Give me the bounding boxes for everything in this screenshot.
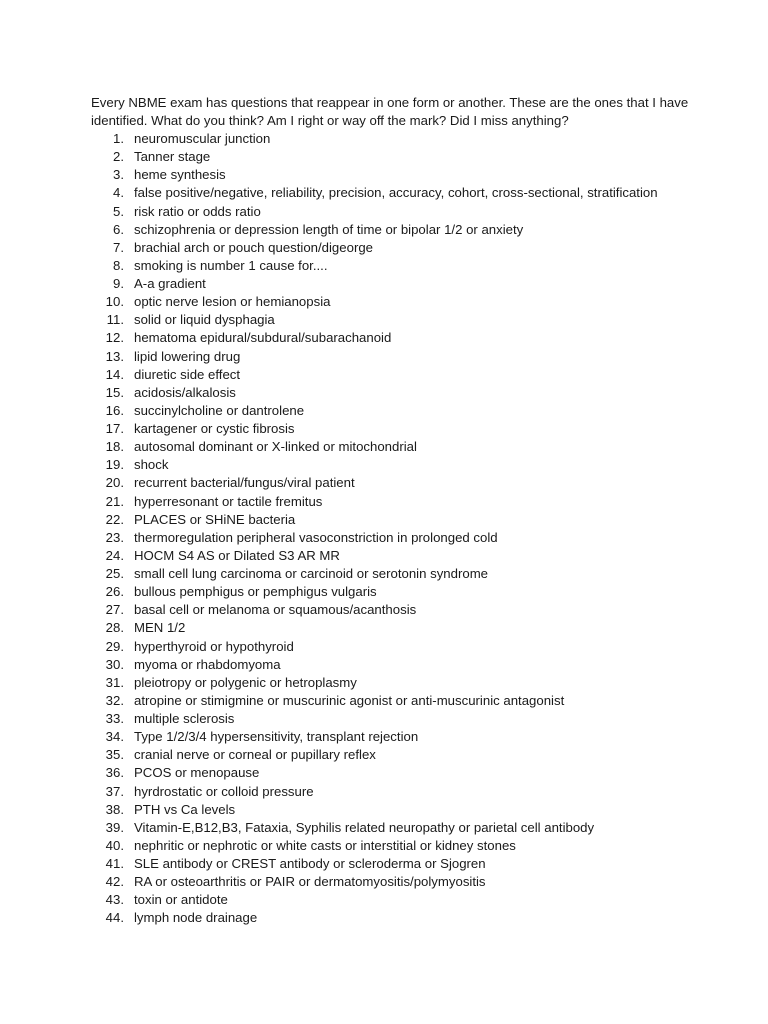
list-item-number: 3. (113, 167, 124, 183)
list-item (91, 456, 731, 474)
list-item (91, 221, 731, 239)
list-item-text: autosomal dominant or X-linked or mitochondrial (134, 439, 417, 455)
list-item (91, 275, 731, 293)
list-item-number: 31. (105, 674, 124, 690)
list-item-number: 32. (105, 692, 124, 708)
list-item-text: basal cell or melanoma or squamous/acanthosis (134, 602, 417, 618)
list-item-text: hyperthyroid or hypothyroid (134, 638, 294, 654)
list-item-number: 41. (105, 856, 124, 871)
list-item (91, 420, 731, 438)
list-item-number: 6. (113, 221, 124, 237)
list-item (91, 293, 731, 311)
list-item (91, 674, 731, 692)
list-item-number: 15. (105, 384, 124, 400)
list-item-number: 1. (113, 131, 124, 146)
list-item-number: 27. (105, 602, 124, 618)
list-item-text: myoma or rhabdomyoma (134, 656, 281, 672)
list-item-text: cranial nerve or corneal or pupillary reflex (134, 747, 376, 763)
list-item (91, 402, 731, 420)
list-item-number: 36. (105, 765, 124, 781)
list-item-number: 16. (105, 402, 124, 418)
list-item-number: 43. (105, 892, 124, 908)
list-item-text: hematoma epidural/subdural/subarachanoid (134, 330, 392, 346)
list-item-text: A-a gradient (134, 276, 206, 291)
intro-paragraph: Every NBME exam has questions that reappear in one form or another. These are the ones that I have identified. What do you think? Am I right or way off the mark? Did I miss anything? (91, 95, 689, 129)
list-item-text: PLACES or SHiNE bacteria (134, 511, 296, 527)
list-item-number: 14. (105, 366, 124, 382)
list-item-text: Tanner stage (134, 149, 211, 165)
list-item-text: heme synthesis (134, 167, 226, 183)
list-item (91, 728, 731, 746)
list-item-text: small cell lung carcinoma or carcinoid or serotonin syndrome (134, 566, 489, 581)
list-item-text: multiple sclerosis (134, 711, 235, 726)
list-item-number: 22. (105, 511, 124, 527)
list-item-text: shock (134, 457, 169, 473)
list-item-number: 12. (105, 330, 124, 346)
list-item-number: 21. (105, 493, 124, 509)
list-item-text: brachial arch or pouch question/digeorge (134, 239, 373, 255)
list-item-text: SLE antibody or CREST antibody or scleroderma or Sjogren (134, 856, 486, 871)
list-item (91, 801, 731, 819)
list-item-text: diuretic side effect (134, 366, 241, 382)
list-item-text: lymph node drainage (134, 910, 258, 926)
list-item-number: 34. (105, 729, 124, 745)
list-item (91, 239, 731, 257)
list-item (91, 257, 731, 275)
list-item (91, 184, 731, 202)
list-item (91, 348, 731, 366)
list-item (91, 203, 731, 221)
list-item-number: 29. (105, 638, 124, 654)
list-item (91, 311, 731, 329)
list-item-number: 20. (105, 475, 124, 491)
list-item-number: 28. (105, 620, 124, 636)
list-item-number: 8. (113, 257, 124, 273)
list-item (91, 891, 731, 909)
list-item (91, 384, 731, 402)
list-item-text: hyperresonant or tactile fremitus (134, 493, 323, 509)
list-item-number: 25. (105, 566, 124, 581)
list-item (91, 148, 731, 166)
list-item (91, 764, 731, 782)
list-item (91, 692, 731, 710)
list-item-text: Vitamin-E,B12,B3, Fataxia, Syphilis related neuropathy or parietal cell antibody (134, 819, 595, 835)
list-item (91, 438, 731, 456)
list-item-number: 38. (105, 801, 124, 817)
list-item-text: false positive/negative, reliability, precision, accuracy, cohort, cross-sectional, stratification (134, 185, 658, 201)
list-item-text: lipid lowering drug (134, 348, 241, 364)
list-item-text: neuromuscular junction (134, 131, 271, 146)
list-item-text: succinylcholine or dantrolene (134, 402, 305, 418)
list-item (91, 511, 731, 529)
list-item-text: bullous pemphigus or pemphigus vulgaris (134, 584, 377, 600)
list-item-text: hyrdrostatic or colloid pressure (134, 783, 314, 799)
list-item-number: 30. (105, 656, 124, 672)
list-item-number: 24. (105, 547, 124, 563)
list-item (91, 638, 731, 656)
list-item-text: nephritic or nephrotic or white casts or interstitial or kidney stones (134, 837, 516, 853)
list-item (91, 855, 731, 873)
list-item-text: solid or liquid dysphagia (134, 312, 275, 328)
list-item-number: 13. (105, 348, 124, 364)
list-item-text: risk ratio or odds ratio (134, 203, 261, 219)
list-item (91, 710, 731, 728)
list-item (91, 493, 731, 511)
list-item (91, 366, 731, 384)
list-item-number: 10. (105, 294, 124, 310)
list-item-number: 2. (113, 149, 124, 165)
list-item-number: 11. (106, 312, 124, 328)
list-item-number: 37. (105, 783, 124, 799)
list-item-number: 39. (105, 819, 124, 835)
list-item-number: 9. (113, 276, 124, 291)
list-item-text: PTH vs Ca levels (134, 801, 236, 817)
list-item (91, 529, 731, 547)
list-item (91, 474, 731, 492)
list-item (91, 329, 731, 347)
list-item-number: 17. (105, 421, 124, 436)
list-item-number: 23. (105, 529, 124, 545)
list-item (91, 909, 731, 927)
list-item (91, 130, 731, 148)
list-item-text: RA or osteoarthritis or PAIR or dermatomyositis/polymyositis (134, 874, 486, 890)
list-item-text: recurrent bacterial/fungus/viral patient (134, 475, 355, 491)
list-item-text: atropine or stimigmine or muscurinic agonist or anti-muscurinic antagonist (134, 692, 565, 708)
list-item-text: schizophrenia or depression length of time or bipolar 1/2 or anxiety (134, 221, 524, 237)
list-item (91, 583, 731, 601)
list-item-text: optic nerve lesion or hemianopsia (134, 294, 331, 310)
list-item-number: 42. (105, 874, 124, 890)
list-item (91, 873, 731, 891)
list-item-number: 40. (105, 837, 124, 853)
list-item-number: 26. (105, 584, 124, 600)
topic-list (91, 130, 731, 928)
list-item-text: pleiotropy or polygenic or hetroplasmy (134, 674, 357, 690)
list-item-text: PCOS or menopause (134, 765, 260, 781)
list-item (91, 166, 731, 184)
list-item-text: kartagener or cystic fibrosis (134, 421, 295, 436)
list-item (91, 619, 731, 637)
list-item (91, 601, 731, 619)
list-item (91, 783, 731, 801)
list-item-text: toxin or antidote (134, 892, 228, 908)
list-item (91, 746, 731, 764)
list-item-number: 19. (105, 457, 124, 473)
list-item (91, 565, 731, 583)
list-item-text: MEN 1/2 (134, 620, 186, 636)
list-item-number: 35. (105, 747, 124, 763)
list-item (91, 656, 731, 674)
list-item-number: 5. (113, 203, 124, 219)
list-item (91, 547, 731, 565)
list-item-number: 18. (105, 439, 124, 455)
list-item-number: 44. (105, 910, 124, 926)
list-item-text: Type 1/2/3/4 hypersensitivity, transplant rejection (134, 729, 419, 745)
list-item (91, 837, 731, 855)
list-item-number: 7. (113, 239, 124, 255)
list-item-text: HOCM S4 AS or Dilated S3 AR MR (134, 547, 340, 563)
list-item-text: thermoregulation peripheral vasoconstriction in prolonged cold (134, 529, 498, 545)
list-item-number: 4. (113, 185, 124, 201)
list-item-number: 33. (105, 711, 124, 726)
list-item-text: smoking is number 1 cause for.... (134, 257, 328, 273)
list-item-text: acidosis/alkalosis (134, 384, 236, 400)
list-item (91, 819, 731, 837)
